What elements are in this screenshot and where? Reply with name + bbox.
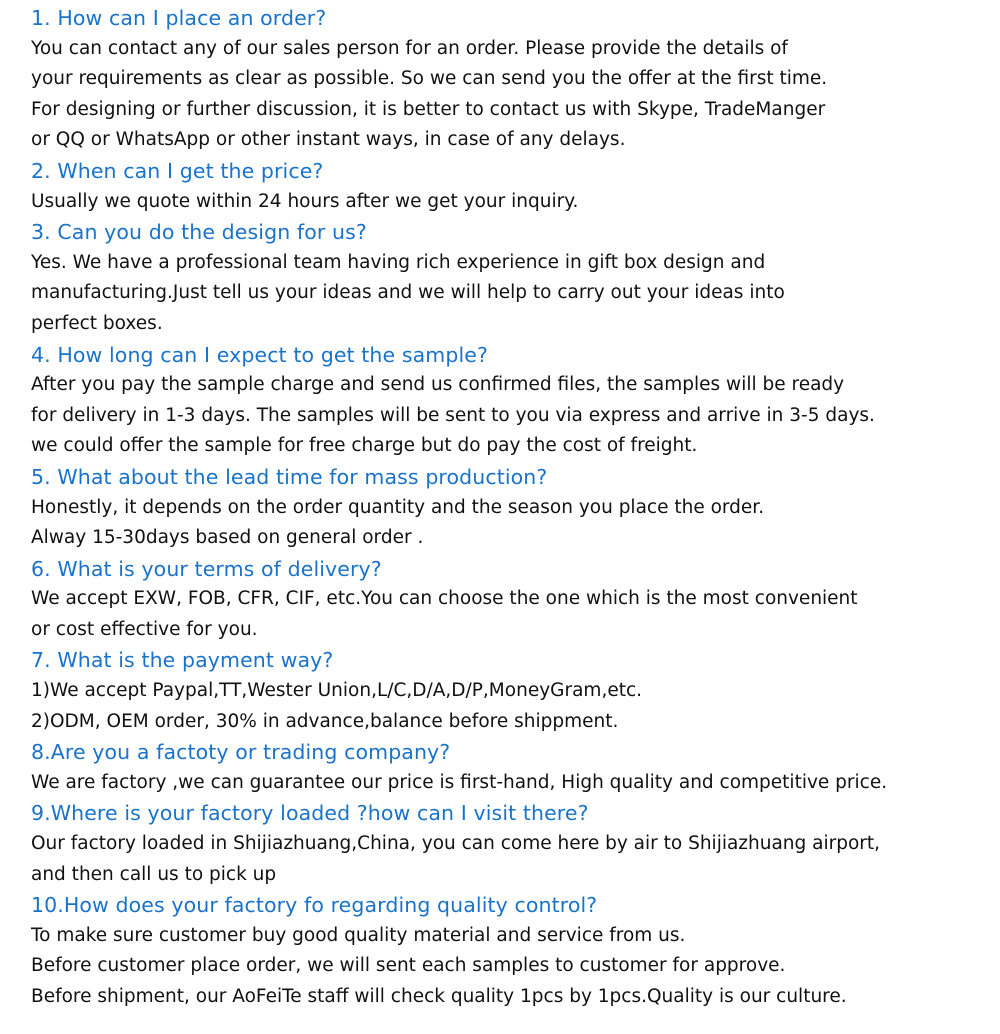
faq-question: 6. What is your terms of delivery? (31, 556, 382, 581)
faq-question: 9.Where is your factory loaded ?how can I visit there? (31, 801, 589, 826)
faq-item-10 (31, 890, 991, 1012)
faq-question: 3. Can you do the design for us? (31, 220, 367, 245)
faq-answer-line: perfect boxes. (31, 312, 163, 334)
faq-answer-line: We are factory ,we can guarantee our price is first-hand, High quality and competitive price. (31, 771, 888, 793)
faq-question: 10.How does your factory fo regarding quality control? (31, 893, 598, 918)
faq-answer-line: Alway 15-30days based on general order . (31, 527, 424, 549)
faq-answer-line: we could offer the sample for free charge but do pay the cost of freight. (31, 435, 698, 457)
faq-question: 2. When can I get the price? (31, 158, 324, 183)
faq-answer-line: You can contact any of our sales person for an order. Please provide the details of (31, 37, 788, 59)
faq-answer-line: manufacturing.Just tell us your ideas and we will help to carry out your ideas into (31, 282, 785, 304)
faq-item-8 (31, 737, 991, 798)
faq-item-6 (31, 554, 991, 646)
faq-item-4 (31, 340, 991, 462)
faq-answer-line: After you pay the sample charge and send us confirmed files, the samples will be ready (31, 374, 845, 396)
faq-item-3 (31, 217, 991, 339)
faq-question: 7. What is the payment way? (31, 648, 334, 673)
faq-answer-line: or cost effective for you. (31, 618, 258, 640)
faq-answer-line: and then call us to pick up (31, 863, 277, 885)
faq-item-7 (31, 645, 991, 737)
faq-answer-line: 1)We accept Paypal,TT,Wester Union,L/C,D/A,D/P,MoneyGram,etc. (31, 680, 643, 702)
faq-answer-line: Honestly, it depends on the order quantity and the season you place the order. (31, 496, 765, 518)
faq-item-9 (31, 798, 991, 890)
faq-question: 8.Are you a factoty or trading company? (31, 740, 451, 765)
faq-answer-line: or QQ or WhatsApp or other instant ways, in case of any delays. (31, 129, 626, 151)
faq-answer-line: for delivery in 1-3 days. The samples will be sent to you via express and arrive in 3-5 days. (31, 404, 875, 426)
faq-item-2 (31, 156, 991, 217)
faq-item-5 (31, 462, 991, 554)
faq-answer-line: Our factory loaded in Shijiazhuang,China, you can come here by air to Shijiazhuang airport, (31, 833, 881, 855)
faq-answer-line: Before customer place order, we will sent each samples to customer for approve. (31, 955, 786, 977)
faq-answer-line: We accept EXW, FOB, CFR, CIF, etc.You can choose the one which is the most convenient (31, 588, 858, 610)
faq-answer-line: 2)ODM, OEM order, 30% in advance,balance before shippment. (31, 710, 619, 732)
faq-answer-line: Yes. We have a professional team having rich experience in gift box design and (31, 251, 766, 273)
faq-answer-line: Usually we quote within 24 hours after we get your inquiry. (31, 190, 579, 212)
faq-answer-line: Before shipment, our AoFeiTe staff will check quality 1pcs by 1pcs.Quality is our culture. (31, 986, 847, 1007)
faq-answer-line: your requirements as clear as possible. So we can send you the offer at the first time. (31, 68, 828, 90)
faq-answer-line: For designing or further discussion, it is better to contact us with Skype, TradeManger (31, 98, 826, 120)
faq-question: 4. How long can I expect to get the sample? (31, 342, 488, 367)
faq-list (31, 3, 991, 1013)
faq-question: 1. How can I place an order? (31, 6, 327, 30)
faq-question: 5. What about the lead time for mass production? (31, 464, 548, 489)
faq-item-1 (31, 3, 991, 156)
faq-answer-line: To make sure customer buy good quality material and service from us. (31, 924, 686, 946)
